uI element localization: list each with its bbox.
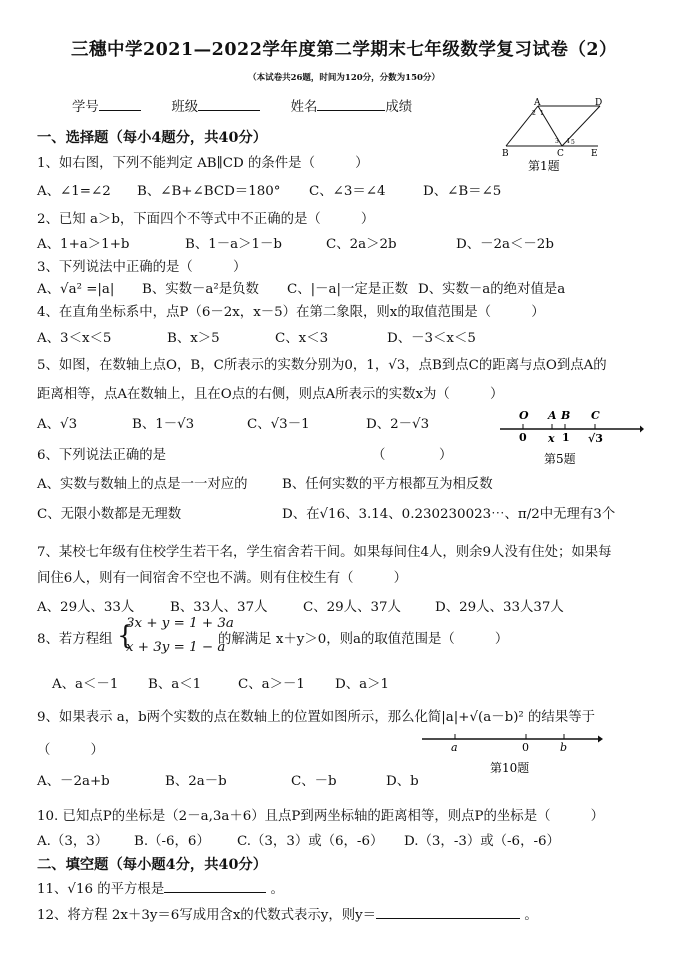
q5-option-c[interactable]: C、√3－1 bbox=[247, 417, 310, 432]
fig5-axis-arrow bbox=[640, 426, 644, 433]
q3-option-c[interactable]: C、|－a|一定是正数 bbox=[287, 282, 408, 297]
q11-tail: 。 bbox=[270, 882, 284, 897]
q1-option-c[interactable]: C、∠3＝∠4 bbox=[309, 184, 386, 199]
q5-option-b[interactable]: B、1－√3 bbox=[132, 417, 195, 432]
q7-stem-line1: 7、某校七年级有住校学生若干名，学生宿舍若干间。如果每间住4人，则余9人没有住处；如果每 bbox=[37, 545, 612, 560]
q11-row bbox=[37, 878, 284, 897]
q3-option-d[interactable]: D、实数－a的绝对值是a bbox=[418, 282, 566, 297]
fig10-label-b: b bbox=[560, 741, 568, 754]
q7-option-a[interactable]: A、29人、33人 bbox=[37, 600, 135, 615]
q8-option-d[interactable]: D、a＞1 bbox=[335, 677, 390, 692]
q7-stem-line2: 间住6人，则有一间宿舍不空也不满。则有住校生有（ ） bbox=[37, 571, 408, 586]
fig1-label-d: D bbox=[595, 98, 603, 108]
q4-option-a[interactable]: A、3＜x＜5 bbox=[37, 331, 112, 346]
name-label: 姓名 bbox=[290, 100, 318, 115]
name-field[interactable] bbox=[317, 96, 385, 111]
q8-equation-1: 3x + y = 1 + 3a bbox=[126, 616, 234, 631]
fig1-angle-1: 1 bbox=[540, 110, 544, 117]
q9-stem-line1: 9、如果表示 a，b两个实数的点在数轴上的位置如图所示，那么化简|a|+√(a－b)² 的结果等于 bbox=[37, 710, 595, 725]
fig1-label-b: B bbox=[502, 149, 509, 159]
q7-option-b[interactable]: B、33人、37人 bbox=[170, 600, 268, 615]
q9-option-b[interactable]: B、2a－b bbox=[165, 774, 227, 789]
q4-option-b[interactable]: B、x＞5 bbox=[167, 331, 220, 346]
figure-5 bbox=[494, 405, 644, 469]
fig1-label-c: C bbox=[557, 149, 564, 159]
q5-stem-line1: 5、如图，在数轴上点O，B，C所表示的实数分别为0，1，√3，点B到点C的距离与点O到点A的 bbox=[37, 358, 607, 373]
q1-option-b[interactable]: B、∠B+∠BCD＝180° bbox=[137, 184, 281, 199]
q3-stem: 3、下列说法中正确的是（ ） bbox=[37, 260, 247, 275]
q8-stem-post: 的解满足 x＋y＞0，则a的取值范围是（ ） bbox=[218, 632, 509, 647]
fig1-caption: 第1题 bbox=[528, 159, 560, 173]
fig1-label-a: A bbox=[534, 98, 541, 108]
page-subtitle: （本试卷共26题，时间为120分，分数为150分） bbox=[248, 73, 440, 83]
q6-option-d[interactable]: D、在√16、3.14、0.230230023⋯、π/2中无理有3个 bbox=[282, 507, 616, 522]
q7-option-d[interactable]: D、29人、33人37人 bbox=[435, 600, 564, 615]
q8-stem-pre: 8、若方程组 bbox=[37, 632, 113, 647]
section2-heading: 二、填空题（每小题4分，共40分） bbox=[37, 857, 267, 873]
fig1-angle-2: 2 bbox=[532, 110, 536, 117]
fig1-angle-4: 4 bbox=[566, 138, 570, 145]
q4-option-d[interactable]: D、－3＜x＜5 bbox=[387, 331, 476, 346]
q8-option-b[interactable]: B、a＜1 bbox=[148, 677, 202, 692]
q6-option-c[interactable]: C、无限小数都是无理数 bbox=[37, 507, 182, 522]
page-title: 三穗中学2021—2022学年度第二学期末七年级数学复习试卷（2） bbox=[70, 40, 618, 60]
q12-row bbox=[37, 904, 538, 923]
q2-option-a[interactable]: A、1+a＞1+b bbox=[37, 237, 130, 252]
fig5-label-c: C bbox=[591, 409, 600, 422]
q6-stem: 6、下列说法正确的是 bbox=[37, 448, 167, 463]
q3-option-b[interactable]: B、实数－a²是负数 bbox=[142, 282, 259, 297]
q5-option-a[interactable]: A、√3 bbox=[37, 417, 78, 432]
fig10-label-0: 0 bbox=[522, 741, 529, 754]
fig5-label-a: A bbox=[548, 409, 557, 422]
q6-option-a[interactable]: A、实数与数轴上的点是一一对应的 bbox=[37, 477, 248, 492]
q2-option-c[interactable]: C、2a＞2b bbox=[326, 237, 397, 252]
q8-option-c[interactable]: C、a＞－1 bbox=[238, 677, 305, 692]
fig10-caption: 第10题 bbox=[490, 761, 530, 775]
fig5-label-b: B bbox=[561, 409, 571, 422]
q11-stem: 11、√16 的平方根是 bbox=[37, 882, 165, 897]
fig1-label-e: E bbox=[591, 149, 598, 159]
class-label: 班级 bbox=[171, 100, 199, 115]
q5-stem-line2: 距离相等，点A在数轴上，且在O点的右侧，则点A所表示的实数x为（ ） bbox=[37, 387, 504, 402]
fig5-value-0: 0 bbox=[519, 431, 527, 444]
score-label: 成绩 bbox=[385, 100, 413, 115]
q12-answer-blank[interactable] bbox=[376, 904, 520, 919]
student-id-label: 学号 bbox=[72, 100, 99, 115]
fig5-caption: 第5题 bbox=[544, 452, 576, 466]
q1-option-a[interactable]: A、∠1=∠2 bbox=[37, 184, 111, 199]
q5-option-d[interactable]: D、2－√3 bbox=[366, 417, 430, 432]
fig5-value-x: x bbox=[548, 432, 555, 445]
q6-answer-paren: （ ） bbox=[372, 448, 453, 463]
q2-stem: 2、已知 a＞b，下面四个不等式中不正确的是（ ） bbox=[37, 212, 375, 227]
q6-option-b[interactable]: B、任何实数的平方根都互为相反数 bbox=[282, 477, 493, 492]
q9-option-d[interactable]: D、b bbox=[386, 774, 419, 789]
student-info-row bbox=[72, 96, 412, 115]
q11-answer-blank[interactable] bbox=[164, 878, 266, 893]
fig1-angle-3: 3 bbox=[555, 138, 559, 145]
q10-option-d[interactable]: D.（3，-3）或（-6，-6） bbox=[404, 834, 560, 849]
q8-option-a[interactable]: A、a＜－1 bbox=[52, 677, 119, 692]
q9-stem-line2: （ ） bbox=[37, 743, 104, 758]
q4-stem: 4、在直角坐标系中，点P（6－2x，x－5）在第二象限，则x的取值范围是（ ） bbox=[37, 305, 545, 320]
fig1-angle-5: 5 bbox=[571, 139, 575, 146]
q10-option-b[interactable]: B.（-6，6） bbox=[134, 834, 210, 849]
student-id-field[interactable] bbox=[99, 96, 141, 111]
q8-equation-2: x + 3y = 1 − a bbox=[126, 640, 226, 655]
q10-option-c[interactable]: C.（3，3）或（6，-6） bbox=[237, 834, 384, 849]
fig5-value-sqrt3: √3 bbox=[588, 432, 603, 445]
q2-option-d[interactable]: D、－2a＜－2b bbox=[456, 237, 554, 252]
q10-stem: 10. 已知点P的坐标是（2－a,3a＋6）且点P到两坐标轴的距离相等，则点P的坐标是（ ） bbox=[37, 809, 605, 824]
figure-1 bbox=[498, 98, 608, 178]
class-field[interactable] bbox=[198, 96, 260, 111]
q3-option-a[interactable]: A、√a² =|a| bbox=[37, 282, 115, 297]
q12-stem: 12、将方程 2x＋3y＝6写成用含x的代数式表示y，则y＝ bbox=[37, 908, 377, 923]
q4-option-c[interactable]: C、x＜3 bbox=[275, 331, 329, 346]
q10-option-a[interactable]: A.（3，3） bbox=[37, 834, 109, 849]
q9-option-a[interactable]: A、－2a+b bbox=[37, 774, 110, 789]
fig10-label-a: a bbox=[451, 741, 458, 754]
q1-option-d[interactable]: D、∠B＝∠5 bbox=[423, 184, 502, 199]
section1-heading: 一、选择题（每小4题分，共40分） bbox=[37, 130, 267, 146]
fig5-label-o: O bbox=[519, 409, 529, 422]
q2-option-b[interactable]: B、1－a＞1－b bbox=[185, 237, 282, 252]
q8-brace: { bbox=[117, 621, 134, 651]
q7-option-c[interactable]: C、29人、37人 bbox=[303, 600, 401, 615]
q1-stem: 1、如右图，下列不能判定 AB∥CD 的条件是（ ） bbox=[37, 156, 369, 171]
fig10-axis-arrow bbox=[598, 736, 603, 743]
figure-10 bbox=[418, 729, 604, 779]
q12-tail: 。 bbox=[524, 908, 538, 923]
fig5-value-1: 1 bbox=[562, 431, 570, 444]
q9-option-c[interactable]: C、－b bbox=[291, 774, 337, 789]
